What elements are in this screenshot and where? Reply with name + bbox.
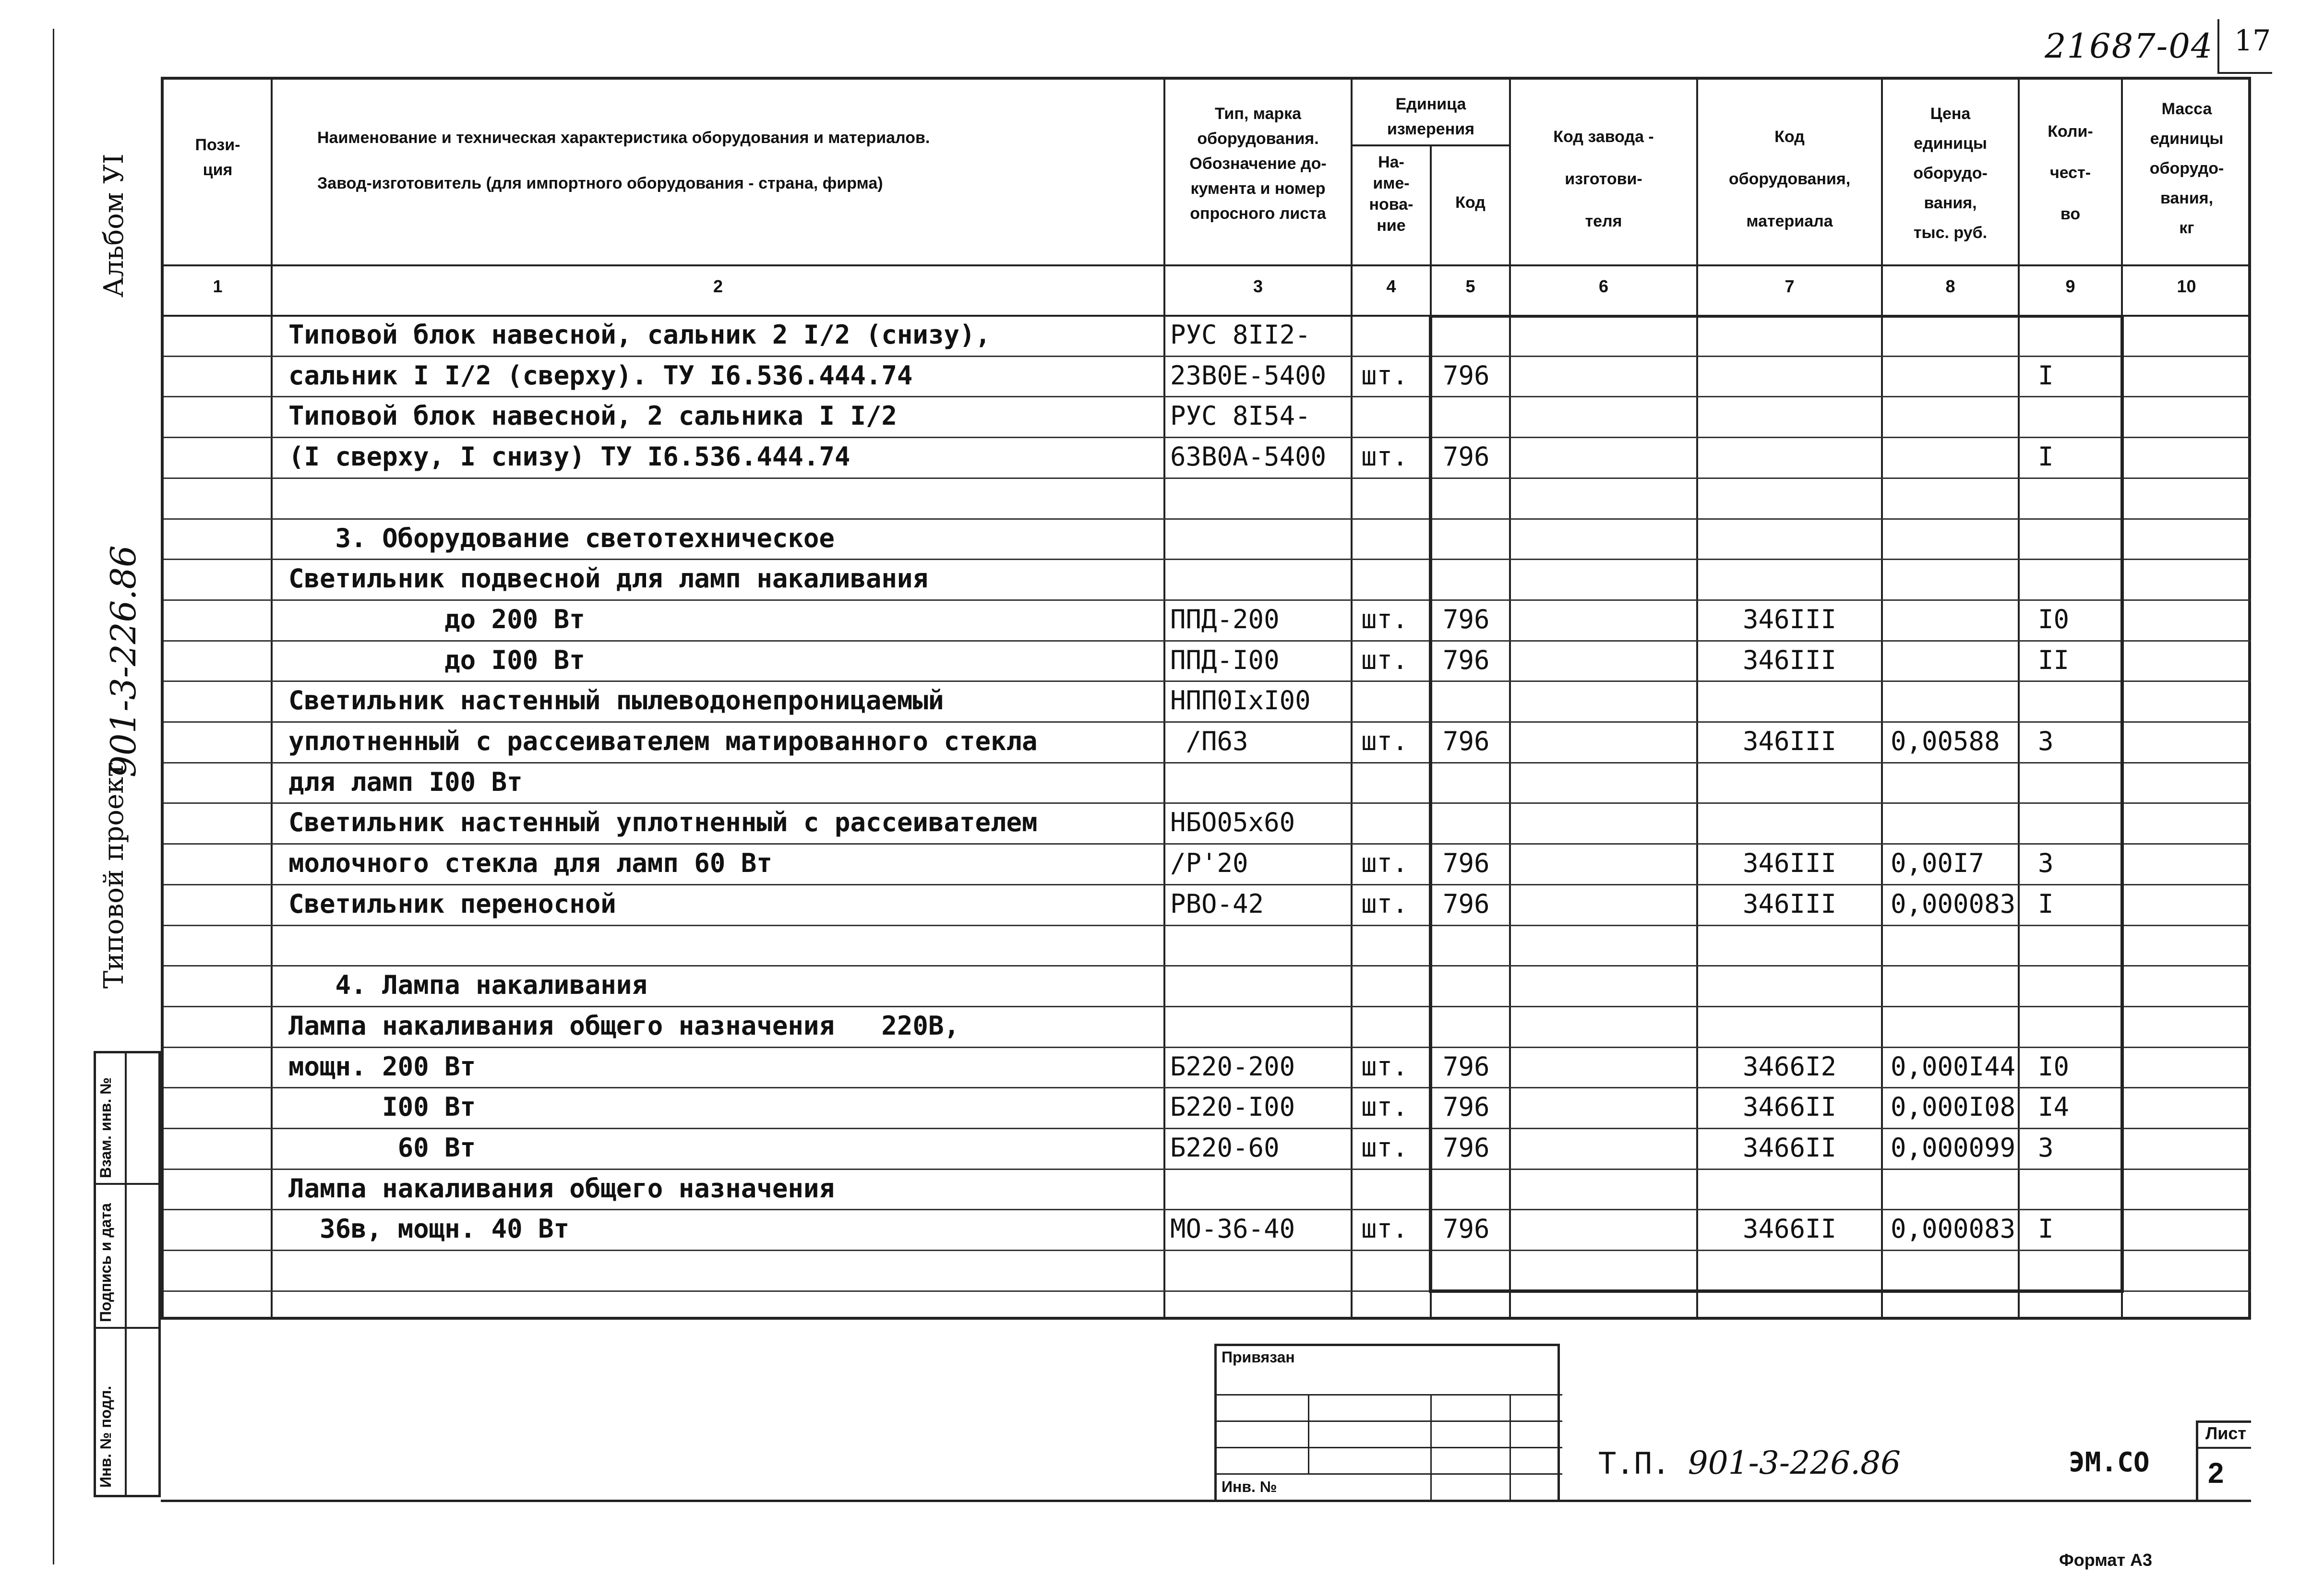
- row-unit-code: 796: [1443, 848, 1490, 879]
- row-quantity: I: [2038, 441, 2054, 472]
- row-type: РУС 8I54-: [1170, 401, 1311, 431]
- row-name: 36в, мощн. 40 Вт: [288, 1214, 570, 1244]
- row-equipment-code: 346III: [1743, 848, 1837, 879]
- row-unit-code: 796: [1443, 360, 1490, 391]
- row-equipment-code: 346III: [1743, 604, 1837, 634]
- row-price: 0,000I44: [1891, 1051, 2016, 1082]
- row-type: /П63: [1170, 726, 1248, 756]
- row-unit: шт.: [1361, 360, 1408, 391]
- row-name: Светильник настенный пылеводонепроницаемый: [288, 685, 944, 716]
- header-position: Пози- ция: [195, 136, 240, 179]
- row-equipment-code: 346III: [1743, 888, 1837, 919]
- row-name: I00 Вт: [288, 1092, 476, 1122]
- row-quantity: I: [2038, 360, 2054, 391]
- row-name: (I сверху, I снизу) ТУ I6.536.444.74: [288, 441, 851, 472]
- binding-col-line: [1509, 1394, 1511, 1502]
- row-unit: шт.: [1361, 888, 1408, 919]
- header-name-line2: Завод-изготовитель (для импортного оборудования - страна, фирма): [317, 174, 883, 192]
- header-maker-code: Код завода - изготови- теля: [1553, 128, 1654, 230]
- row-name: 3. Оборудование светотехническое: [288, 523, 835, 553]
- row-type: ППД-I00: [1170, 644, 1280, 675]
- row-name: для ламп I00 Вт: [288, 766, 523, 797]
- row-type: НБО05х60: [1170, 807, 1295, 838]
- row-type: МО-36-40: [1170, 1214, 1295, 1244]
- binding-label: Привязан: [1222, 1348, 1295, 1366]
- header-unit-code: Код: [1455, 193, 1485, 212]
- side-stamp: [94, 1051, 161, 1497]
- header-name-line1: Наименование и техническая характеристика оборудования и материалов.: [317, 129, 930, 147]
- row-price: 0,00588: [1891, 726, 2000, 756]
- bottom-border: [161, 1500, 2251, 1502]
- sheet-number: 2: [2208, 1457, 2224, 1489]
- project-label-caption: Типовой проект: [98, 762, 130, 989]
- row-name: сальник I I/2 (сверху). ТУ I6.536.444.74: [288, 360, 913, 391]
- specification-table: [161, 77, 2251, 1320]
- binding-col-line: [1430, 1394, 1432, 1502]
- row-equipment-code: 346III: [1743, 644, 1837, 675]
- column-number: 3: [1253, 276, 1263, 296]
- column-number: 5: [1465, 276, 1475, 296]
- row-price: 0,000083: [1891, 888, 2016, 919]
- row-name: Типовой блок навесной, сальник 2 I/2 (снизу),: [288, 320, 991, 350]
- binding-block: [1214, 1344, 1560, 1502]
- tp-prefix: Т.П.: [1598, 1446, 1670, 1481]
- row-unit-code: 796: [1443, 1214, 1490, 1244]
- sheet-box-divider: [2196, 1447, 2251, 1449]
- row-name: мощн. 200 Вт: [288, 1051, 476, 1082]
- column-number: 2: [713, 276, 723, 296]
- row-name: Лампа накаливания общего назначения 220В,: [288, 1010, 959, 1041]
- sheet-label: Лист: [2205, 1423, 2247, 1443]
- row-unit-code: 796: [1443, 726, 1490, 756]
- album-caption: Альбом УI: [98, 154, 130, 298]
- row-price: 0,000I08: [1891, 1092, 2016, 1122]
- row-equipment-code: 3466I2: [1743, 1051, 1837, 1082]
- row-unit-code: 796: [1443, 604, 1490, 634]
- corner-sheet-number: 17: [2234, 24, 2271, 58]
- column-number: 8: [1945, 276, 1955, 296]
- row-type: Б220-200: [1170, 1051, 1295, 1082]
- row-name: Типовой блок навесной, 2 сальника I I/2: [288, 401, 897, 431]
- row-type: Б220-60: [1170, 1133, 1280, 1163]
- row-quantity: I0: [2038, 1051, 2070, 1082]
- header-type: Тип, марка оборудования. Обозначение до- кумента и номер опросного листа: [1189, 105, 1327, 223]
- row-unit: шт.: [1361, 848, 1408, 879]
- row-unit: шт.: [1361, 1092, 1408, 1122]
- row-name: Светильник настенный уплотненный с рассеивателем: [288, 807, 1038, 838]
- row-unit-code: 796: [1443, 888, 1490, 919]
- row-type: Б220-I00: [1170, 1092, 1295, 1122]
- header-mass: Масса единицы оборудо- вания, кг: [2149, 100, 2224, 237]
- row-name: до 200 Вт: [288, 604, 585, 634]
- row-unit-code: 796: [1443, 441, 1490, 472]
- row-name: 60 Вт: [288, 1133, 476, 1163]
- row-unit: шт.: [1361, 644, 1408, 675]
- header-unit: Единица измерения: [1387, 95, 1474, 138]
- row-unit-code: 796: [1443, 1051, 1490, 1082]
- row-type: РУС 8II2-: [1170, 320, 1311, 350]
- row-type: РВО-42: [1170, 888, 1264, 919]
- row-quantity: I: [2038, 888, 2054, 919]
- project-designation: [1598, 1444, 1901, 1481]
- row-name: до I00 Вт: [288, 644, 585, 675]
- row-unit-code: 796: [1443, 1092, 1490, 1122]
- column-number: 1: [213, 276, 223, 296]
- row-unit-code: 796: [1443, 1133, 1490, 1163]
- row-name: 4. Лампа накаливания: [288, 970, 647, 1001]
- row-type: 23В0Е-5400: [1170, 360, 1327, 391]
- row-quantity: II: [2038, 644, 2070, 675]
- drawing-mark: ЭМ.СО: [2069, 1447, 2150, 1478]
- row-type: /Р'20: [1170, 848, 1248, 879]
- row-unit: шт.: [1361, 1133, 1408, 1163]
- header-quantity: Коли- чест- во: [2048, 122, 2093, 223]
- row-quantity: 3: [2038, 1133, 2054, 1163]
- column-number: 4: [1386, 276, 1396, 296]
- format-label: Формат А3: [2059, 1550, 2153, 1570]
- row-unit: шт.: [1361, 604, 1408, 634]
- row-name: Светильник переносной: [288, 888, 616, 919]
- row-price: 0,00I7: [1891, 848, 1985, 879]
- header-unit-name: На- име- нова- ние: [1369, 153, 1414, 235]
- header-price: Цена единицы оборудо- вания, тыс. руб.: [1913, 105, 1988, 242]
- project-number-caption: 901-3-226.86: [103, 545, 144, 777]
- tp-number: 901-3-226.86: [1688, 1444, 1901, 1481]
- row-price: 0,000099: [1891, 1133, 2016, 1163]
- row-name: уплотненный с рассеивателем матированного стекла: [288, 726, 1038, 756]
- row-type: НПП0IхI00: [1170, 685, 1311, 716]
- row-quantity: 3: [2038, 726, 2054, 756]
- row-quantity: 3: [2038, 848, 2054, 879]
- row-price: 0,000083: [1891, 1214, 2016, 1244]
- column-number: 7: [1785, 276, 1795, 296]
- row-name: молочного стекла для ламп 60 Вт: [288, 848, 772, 879]
- unit-header-divider: [1352, 144, 1510, 146]
- row-unit: шт.: [1361, 1214, 1408, 1244]
- header-equipment-code: Код оборудования, материала: [1728, 128, 1851, 230]
- document-code: 21687-04: [2045, 26, 2214, 66]
- row-name: Лампа накаливания общего назначения: [288, 1173, 835, 1204]
- inventory-label: Инв. №: [1222, 1478, 1277, 1495]
- frame-left-border: [53, 29, 54, 1564]
- highlighted-columns-frame: [1429, 315, 2124, 1293]
- row-unit-code: 796: [1443, 644, 1490, 675]
- stamp-label-signature: Подпись и дата: [97, 1203, 114, 1322]
- header-divider: [164, 264, 2251, 266]
- row-equipment-code: 3466II: [1743, 1214, 1837, 1244]
- row-quantity: I: [2038, 1214, 2054, 1244]
- row-type: ППД-200: [1170, 604, 1280, 634]
- column-number: 10: [2177, 276, 2196, 296]
- stamp-label-inventory: Инв. № подл.: [97, 1385, 114, 1488]
- row-quantity: I4: [2038, 1092, 2070, 1122]
- column-number: 6: [1598, 276, 1609, 296]
- row-equipment-code: 346III: [1743, 726, 1837, 756]
- stamp-divider: [96, 1183, 158, 1185]
- row-equipment-code: 3466II: [1743, 1133, 1837, 1163]
- binding-col-line: [1308, 1394, 1309, 1473]
- row-unit: шт.: [1361, 441, 1408, 472]
- column-number: 9: [2065, 276, 2075, 296]
- row-unit: шт.: [1361, 1051, 1408, 1082]
- stamp-divider: [96, 1327, 158, 1329]
- row-name: Светильник подвесной для ламп накаливания: [288, 563, 928, 594]
- row-unit: шт.: [1361, 726, 1408, 756]
- row-quantity: I0: [2038, 604, 2070, 634]
- row-equipment-code: 3466II: [1743, 1092, 1837, 1122]
- stamp-divider: [125, 1053, 127, 1495]
- stamp-label-replace: Взам. инв. №: [97, 1077, 114, 1178]
- row-type: 63В0А-5400: [1170, 441, 1327, 472]
